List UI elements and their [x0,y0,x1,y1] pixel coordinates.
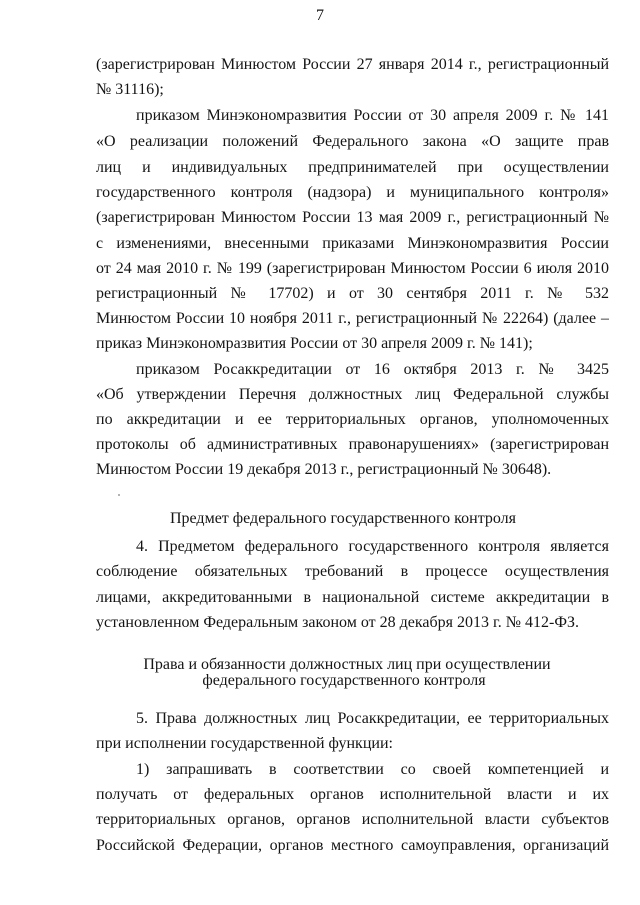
text-line: с изменениями, внесенными приказами Минэкономразвития России [96,235,609,252]
text-line: государственного контроля (надзора) и муниципального контроля» [96,184,609,201]
text-line: «Об утверждении Перечня должностных лиц Федеральной службы [96,386,609,403]
section-heading: Права и обязанности должностных лиц при осуществлении [143,656,551,673]
text-line: территориальных органов, органов исполнительной власти субъектов [96,811,609,828]
text-line: № 31116); [96,81,164,98]
text-line: приказ Минэкономразвития России от 30 апреля 2009 г. № 141); [96,335,533,352]
text-line: лицами, аккредитованными в национальной системе аккредитации в [96,589,609,606]
scan-speck [118,494,120,496]
text-line: Минюстом России 19 декабря 2013 г., регистрационный № 30648). [96,461,552,478]
text-line: установленном Федеральным законом от 28 декабря 2013 г. № 412-ФЗ. [96,614,579,631]
text-line: по аккредитации и ее территориальных органов, уполномоченных [96,411,609,428]
text-line: 1) запрашивать в соответствии со своей компетенцией и [136,761,609,778]
text-line: при исполнении государственной функции: [96,735,393,752]
text-line: лиц и индивидуальных предпринимателей при осуществлении [96,159,609,176]
text-line: (зарегистрирован Минюстом России 13 мая 2009 г., регистрационный № [96,209,609,226]
page-number: 7 [316,7,324,24]
text-line: 5. Права должностных лиц Росаккредитации, ее территориальных [136,710,609,727]
text-line: «О реализации положений Федерального закона «О защите прав [96,133,609,150]
text-line: Российской Федерации, органов местного самоуправления, организаций [96,837,609,854]
text-line: регистрационный № 17702) и от 30 сентября 2011 г. № 532 [96,285,609,302]
text-line: соблюдение обязательных требований в процессе осуществления [96,563,609,580]
text-line: Минюстом России 10 ноября 2011 г., регистрационный № 22264) (далее – [96,310,609,327]
text-line: получать от федеральных органов исполнительной власти и их [96,786,609,803]
section-heading: Предмет федерального государственного контроля [169,510,517,527]
text-line: протоколы об административных правонарушениях» (зарегистрирован [96,436,609,453]
text-line: 4. Предметом федерального государственного контроля является [136,538,609,555]
section-heading: федерального государственного контроля [202,672,486,689]
text-line: приказом Росаккредитации от 16 октября 2013 г. № 3425 [136,361,609,378]
text-line: (зарегистрирован Минюстом России 27 января 2014 г., регистрационный [96,56,609,73]
text-line: приказом Минэкономразвития России от 30 апреля 2009 г. № 141 [136,107,609,124]
text-line: от 24 мая 2010 г. № 199 (зарегистрирован Минюстом России 6 июля 2010 [96,260,609,277]
